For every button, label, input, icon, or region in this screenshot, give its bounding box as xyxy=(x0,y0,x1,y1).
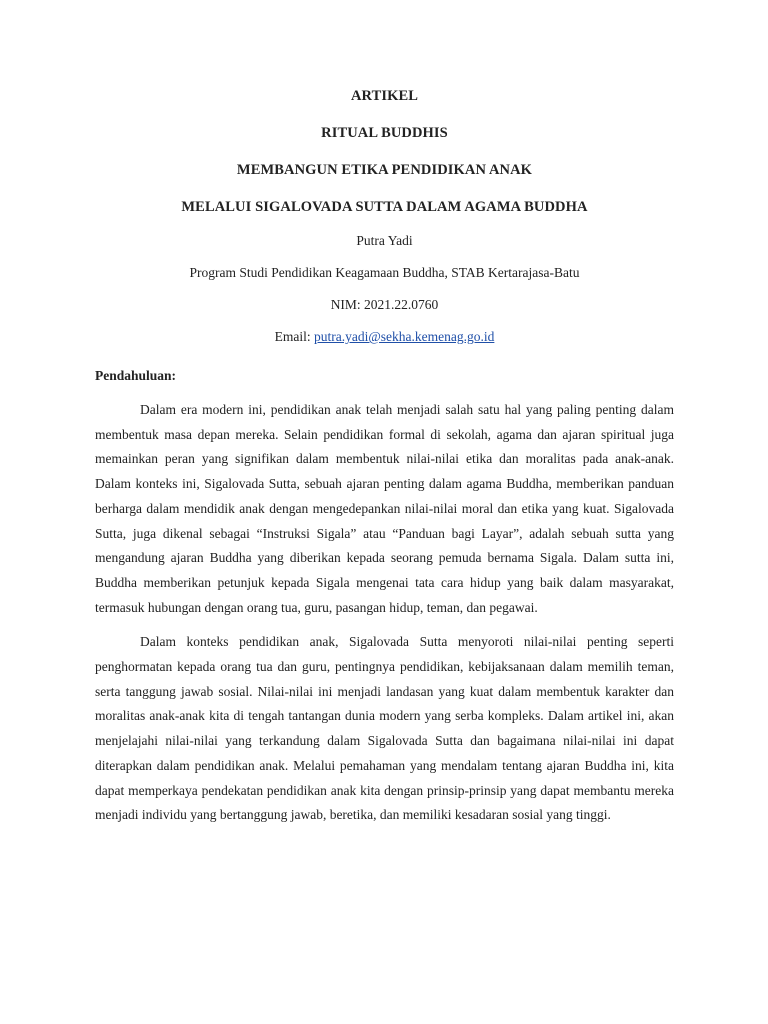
paragraph-1: Dalam era modern ini, pendidikan anak telah menjadi salah satu hal yang paling penting dalam membentuk masa depan mereka. Selain pendidikan formal di sekolah, agama dan ajaran spiritual juga memainkan peran yang signifikan dalam membentuk nilai-nilai etika dan moralitas pada anak-anak. Dalam konteks ini, Sigalovada Sutta, sebuah ajaran penting dalam agama Buddha, memberikan panduan berharga dalam mendidik anak dengan mengedepankan nilai-nilai moral dan etika yang kuat. Sigalovada Sutta, juga dikenal sebagai “Instruksi Sigala” atau “Panduan bagi Layar”, adalah sebuah sutta yang mengandung ajaran Buddha yang diberikan kepada seorang pemuda bernama Sigala. Dalam sutta ini, Buddha memberikan petunjuk kepada Sigala mengenai tata cara hidup yang baik dalam masyarakat, termasuk hubungan dengan orang tua, guru, pasangan hidup, teman, dan pegawai. xyxy=(95,402,674,615)
title-line-1: RITUAL BUDDHIS xyxy=(321,125,448,141)
section-title: Pendahuluan: xyxy=(95,368,177,383)
email-label: Email: xyxy=(274,329,314,344)
paragraph-2: Dalam konteks pendidikan anak, Sigalovada Sutta menyoroti nilai-nilai penting seperti penghormatan kepada orang tua dan guru, pentingnya pendidikan, kebijaksanaan dalam memilih teman, serta tanggung jawab sosial. Nilai-nilai ini menjadi landasan yang kuat dalam membentuk karakter dan moralitas anak-anak kita di tengah tantangan dunia modern yang serba kompleks. Dalam artikel ini, akan menjelajahi nilai-nilai yang terkandung dalam Sigalovada Sutta dan bagaimana nilai-nilai ini dapat diterapkan dalam pendidikan anak. Melalui pemahaman yang mendalam tentang ajaran Buddha ini, kita dapat memperkaya pendekatan pendidikan anak kita dengan prinsip-prinsip yang dapat membantu mereka menjadi individu yang bertanggung jawab, beretika, dan memiliki kesadaran sosial yang tinggi. xyxy=(95,634,674,823)
title-line-2: MEMBANGUN ETIKA PENDIDIKAN ANAK xyxy=(236,162,533,178)
student-id: NIM: 2021.22.0760 xyxy=(330,297,439,312)
author-name: Putra Yadi xyxy=(356,233,413,248)
title-line-3: MELALUI SIGALOVADA SUTTA DALAM AGAMA BUDDHA xyxy=(181,199,588,215)
email-line xyxy=(95,327,674,347)
document-label: ARTIKEL xyxy=(350,88,419,104)
author-affiliation: Program Studi Pendidikan Keagamaan Buddha, STAB Kertarajasa-Batu xyxy=(189,265,580,280)
document-page xyxy=(95,86,674,838)
email-link[interactable]: putra.yadi@sekha.kemenag.go.id xyxy=(313,329,495,344)
